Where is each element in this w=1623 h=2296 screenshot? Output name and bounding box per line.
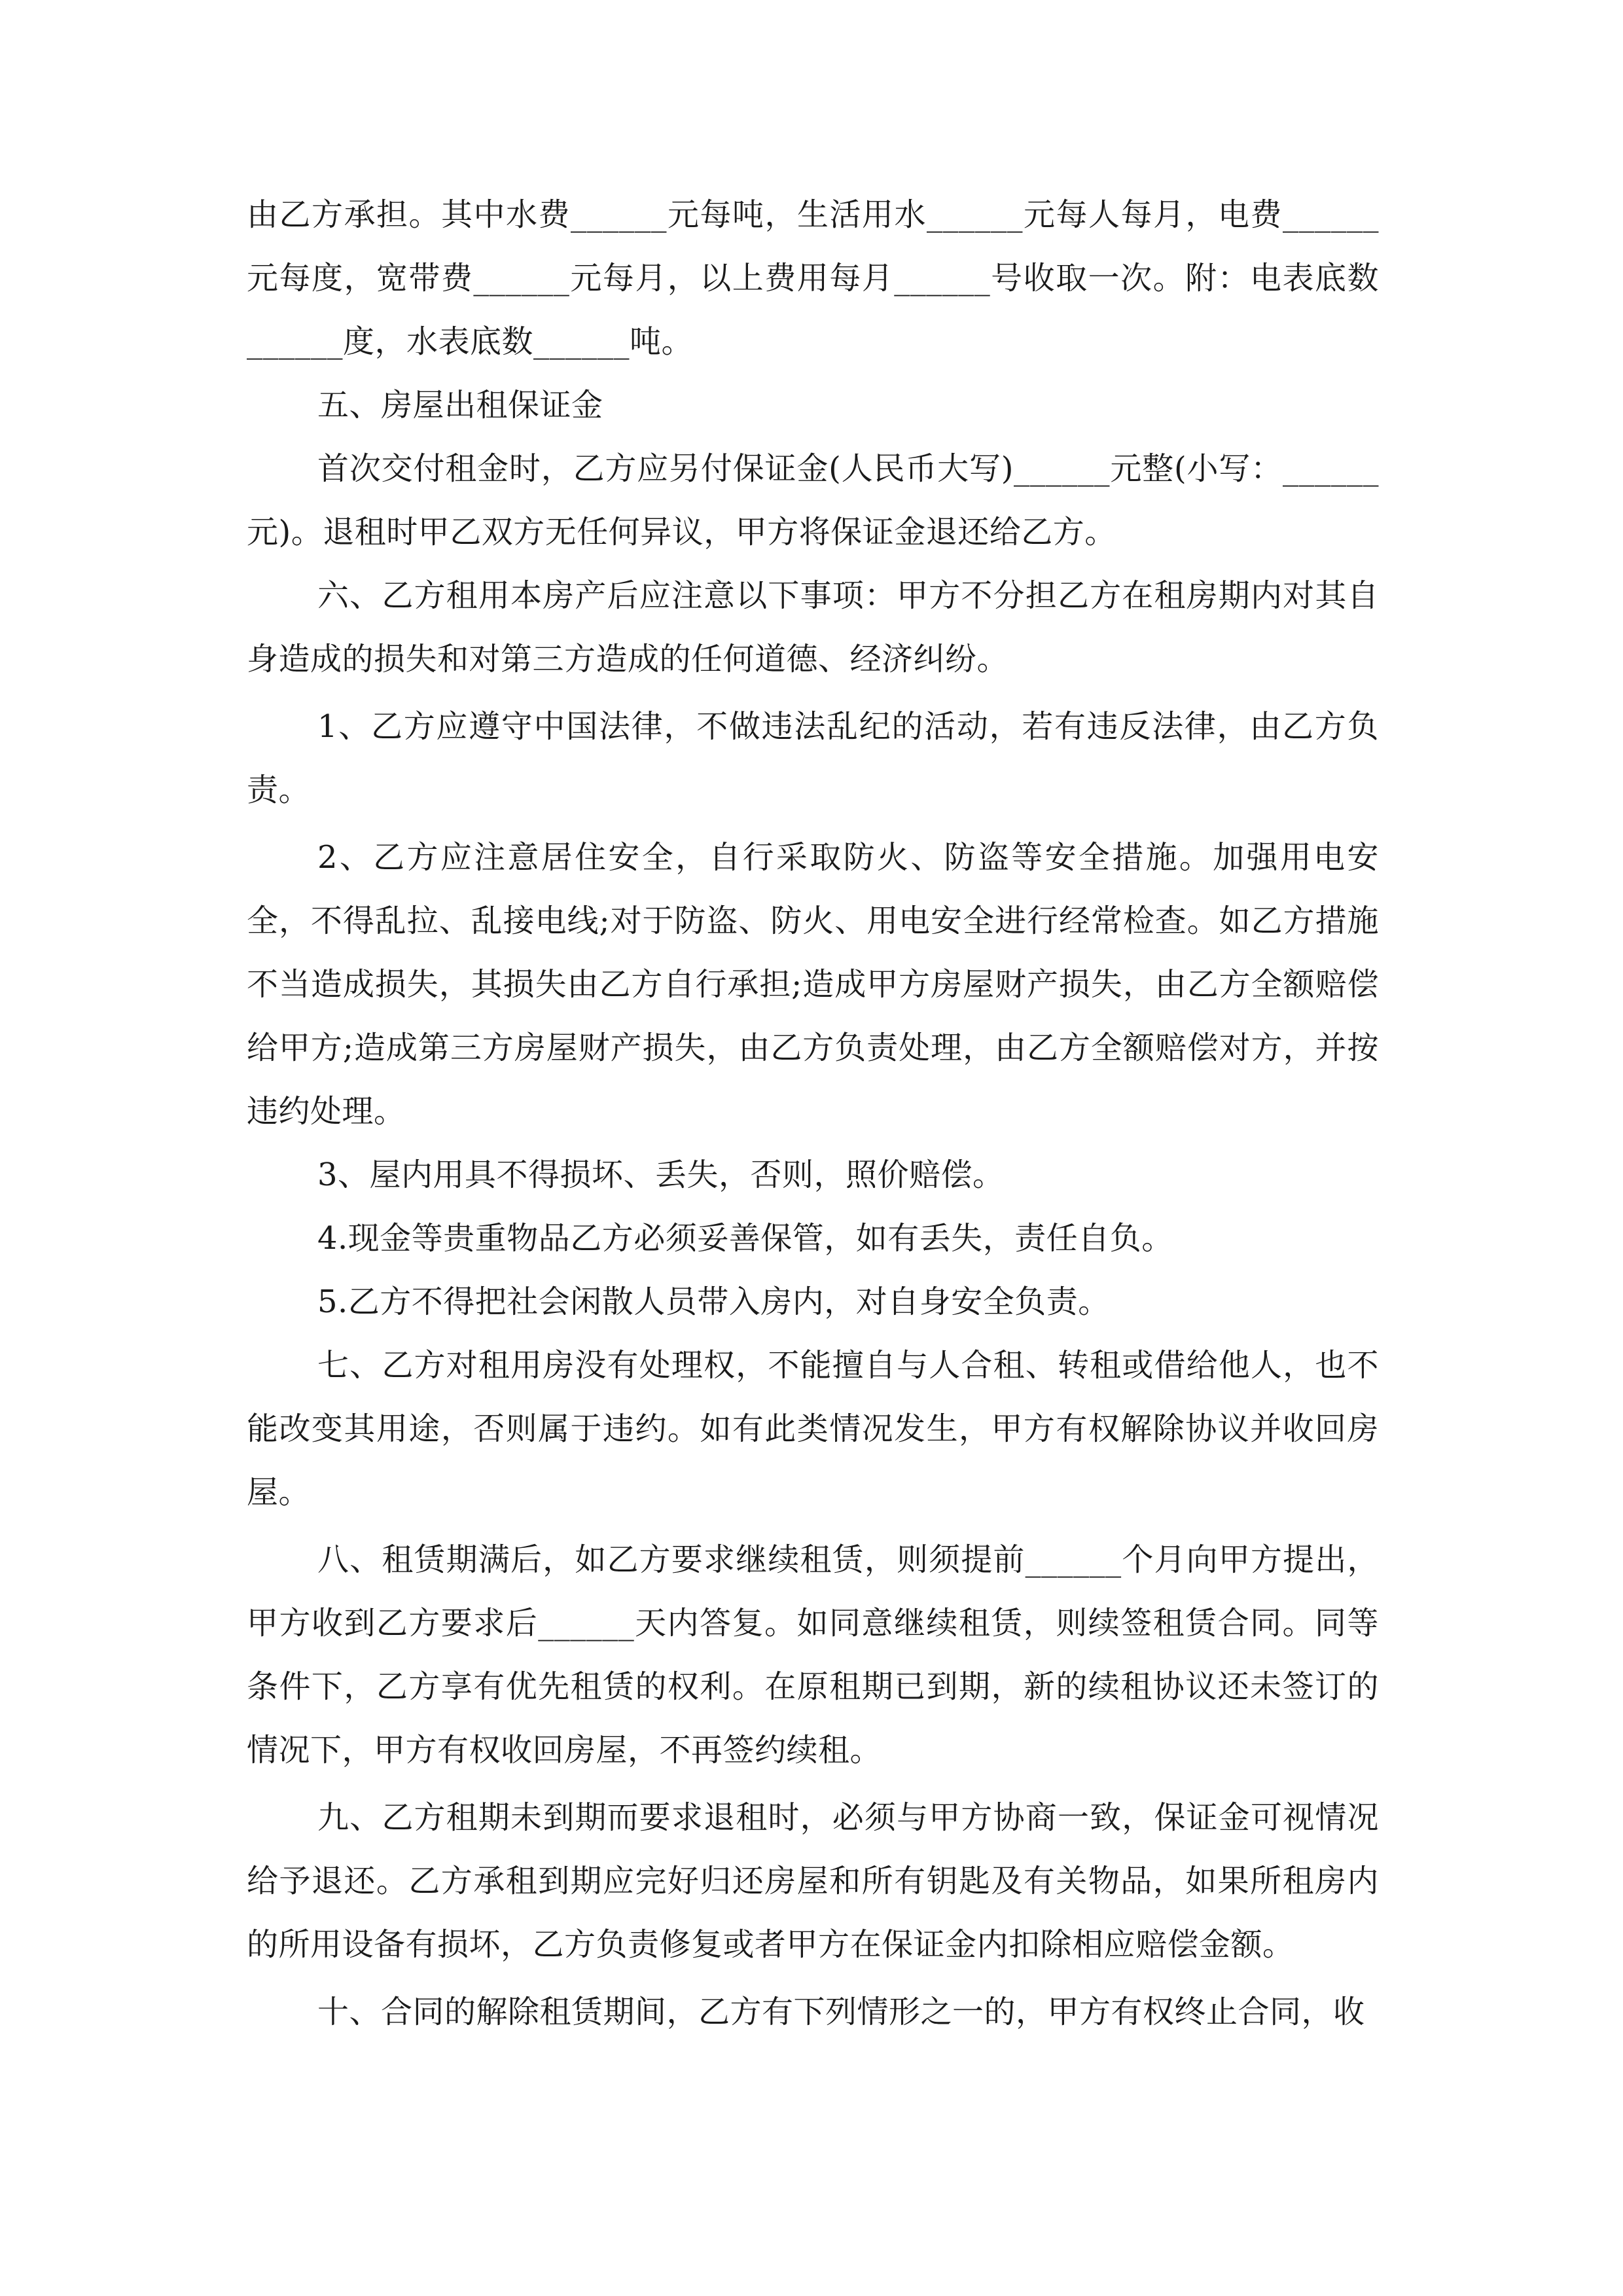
clause-1-law: 1、乙方应遵守中国法律，不做违法乱纪的活动，若有违反法律，由乙方负责。 bbox=[247, 708, 1379, 808]
clause-3-furnishings: 3、屋内用具不得损坏、丢失，否则，照价赔偿。 bbox=[317, 1157, 1005, 1193]
paragraph-early-termination: 九、乙方租期未到期而要求退租时，必须与甲方协商一致，保证金可视情况给予退还。乙方承租到期应完好归还房屋和所有钥匙及有关物品，如果所租房内的所用设备有损坏，乙方负责修复或者甲方在保证金内扣除相应赔偿金额。 bbox=[247, 1799, 1379, 1963]
paragraph-renewal: 八、租赁期满后，如乙方要求继续租赁，则须提前______个月向甲方提出，甲方收到乙方要求后______天内答复。如同意继续租赁，则续签租赁合同。同等条件下，乙方享有优先租赁的权利。在原租期已到期，新的续租协议还未签订的情况下，甲方有权收回房屋，不再签约续租。 bbox=[247, 1541, 1379, 1768]
document-page bbox=[247, 183, 1379, 2044]
clause-2-safety: 2、乙方应注意居住安全，自行采取防火、防盗等安全措施。加强用电安全，不得乱拉、乱接电线;对于防盗、防火、用电安全进行经常检查。如乙方措施不当造成损失，其损失由乙方自行承担;造成甲方房屋财产损失，由乙方全额赔偿给甲方;造成第三方房屋财产损失，由乙方负责处理，由乙方全额赔偿对方，并按违约处理。 bbox=[247, 839, 1379, 1130]
paragraph-contract-dissolution: 十、合同的解除租赁期间，乙方有下列情形之一的，甲方有权终止合同，收 bbox=[317, 1994, 1365, 2030]
heading-deposit: 五、房屋出租保证金 bbox=[317, 387, 603, 423]
clause-5-visitors: 5.乙方不得把社会闲散人员带入房内，对自身安全负责。 bbox=[317, 1283, 1110, 1320]
paragraph-sublet: 七、乙方对租用房没有处理权，不能擅自与人合租、转租或借给他人，也不能改变其用途，否则属于违约。如有此类情况发生，甲方有权解除协议并收回房屋。 bbox=[247, 1347, 1379, 1511]
paragraph-tenant-notes: 六、乙方租用本房产后应注意以下事项：甲方不分担乙方在租房期内对其自身造成的损失和对第三方造成的任何道德、经济纠纷。 bbox=[247, 577, 1379, 677]
paragraph-utilities: 由乙方承担。其中水费______元每吨，生活用水______元每人每月，电费______元每度，宽带费______元每月，以上费用每月______号收取一次。附：电表底数______度，水表底数______吨。 bbox=[247, 196, 1379, 360]
clause-4-valuables: 4.现金等贵重物品乙方必须妥善保管，如有丢失，责任自负。 bbox=[317, 1220, 1173, 1257]
paragraph-deposit: 首次交付租金时，乙方应另付保证金(人民币大写)______元整(小写：______元)。退租时甲乙双方无任何异议，甲方将保证金退还给乙方。 bbox=[247, 450, 1379, 550]
